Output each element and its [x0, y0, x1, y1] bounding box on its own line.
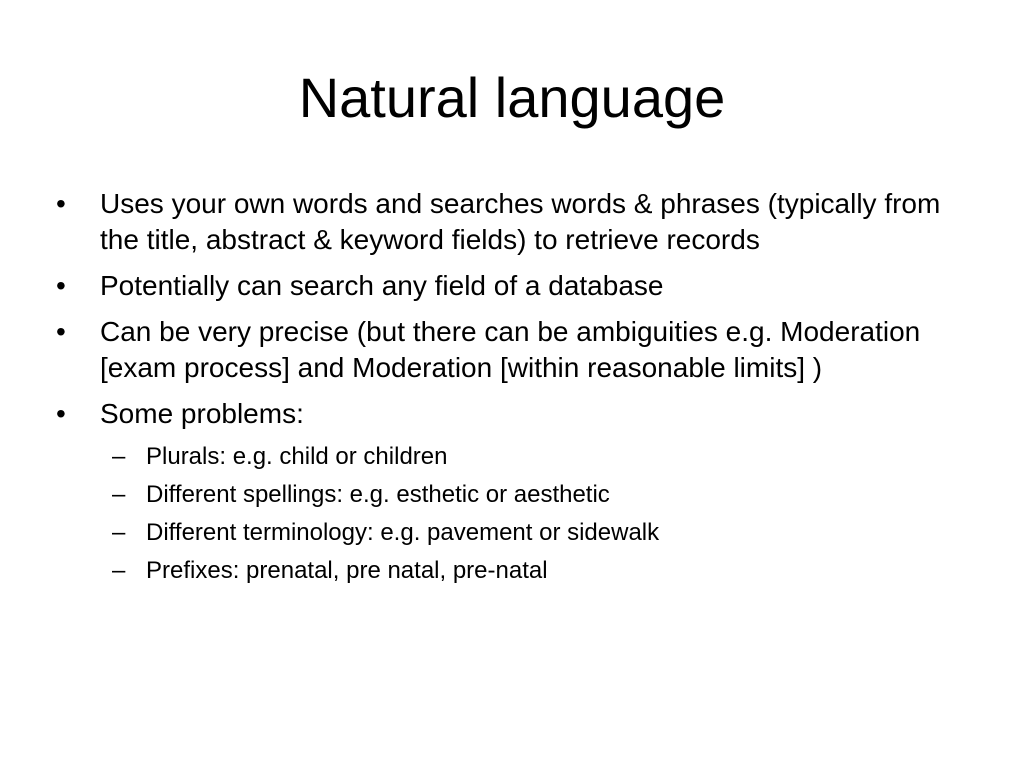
- bullet-text: Can be very precise (but there can be ambiguities e.g. Moderation [exam process] and Moderation [within reasonable limits] ): [100, 316, 921, 383]
- bullet-text: Uses your own words and searches words & phrases (typically from the title, abstract & keyword fields) to retrieve records: [100, 188, 941, 255]
- slide-body: [56, 186, 956, 594]
- bullet-icon: •: [56, 316, 66, 347]
- dash-icon: –: [112, 519, 126, 546]
- sub-bullet-text: Different terminology: e.g. pavement or sidewalk: [146, 519, 660, 546]
- bullet-point: [56, 186, 956, 258]
- sub-bullet-text: Plurals: e.g. child or children: [146, 443, 448, 470]
- bullet-icon: •: [56, 398, 66, 429]
- dash-icon: –: [112, 481, 126, 508]
- sub-bullet-point: [56, 518, 956, 548]
- sub-bullet-point: [56, 556, 956, 586]
- bullet-text: Some problems:: [100, 398, 304, 429]
- slide-title: Natural language: [298, 66, 726, 129]
- bullet-icon: •: [56, 188, 66, 219]
- bullet-point: [56, 314, 956, 386]
- sub-bullet-text: Prefixes: prenatal, pre natal, pre-natal: [146, 557, 548, 584]
- bullet-text: Potentially can search any field of a database: [100, 270, 664, 301]
- sub-bullet-point: [56, 442, 956, 472]
- bullet-icon: •: [56, 270, 66, 301]
- bullet-point: [56, 396, 956, 432]
- bullet-point: [56, 268, 956, 304]
- dash-icon: –: [112, 557, 126, 584]
- dash-icon: –: [112, 443, 126, 470]
- sub-bullet-text: Different spellings: e.g. esthetic or aesthetic: [146, 481, 610, 508]
- sub-bullet-point: [56, 480, 956, 510]
